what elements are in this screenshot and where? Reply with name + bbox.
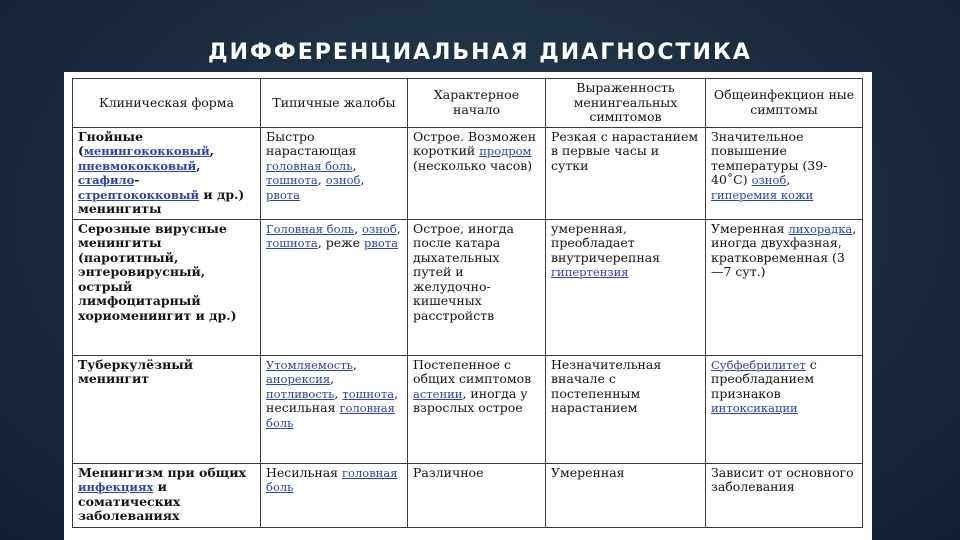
cell-text: , иногда у взрослых острое <box>413 385 528 415</box>
term-link[interactable]: астении <box>413 386 463 401</box>
cell-text: , <box>360 172 365 187</box>
cell-text: Менингизм при общих <box>78 464 246 480</box>
cell-text: Зависит от основного заболевания <box>711 464 854 494</box>
cell-text: , <box>352 356 357 372</box>
header-meningeal-symptoms: Выраженность менингеальных симптомов <box>546 79 706 128</box>
cell-text: Серозные вирусные менингиты (паротитный, энтеровирусный, острый лимфоцитарный хориоменингит и др.) <box>78 220 237 323</box>
cell-text: с преобладанием признаков <box>711 356 817 401</box>
table-cell <box>261 355 408 463</box>
table-cell <box>546 219 706 355</box>
table-cell <box>73 463 261 527</box>
cell-text: Значительное повышение температуры (39-40˚С) <box>711 128 828 187</box>
table-cell <box>73 127 261 219</box>
table-row <box>73 127 863 219</box>
term-link[interactable]: менингококковый <box>83 144 210 158</box>
cell-text: , реже <box>317 235 365 250</box>
cell-text: Туберкулёзный менингит <box>78 356 194 386</box>
cell-text: , <box>330 371 335 386</box>
cell-text: - <box>134 172 140 187</box>
table-cell <box>73 355 261 463</box>
cell-text: и соматических заболеваниях <box>78 479 181 523</box>
table-cell <box>706 463 863 527</box>
term-link[interactable]: рвота <box>266 187 300 202</box>
term-link[interactable]: Субфебрилитет <box>711 357 806 372</box>
table-cell <box>408 355 546 463</box>
table-cell <box>546 463 706 527</box>
term-link[interactable]: тошнота <box>266 173 318 187</box>
term-link[interactable]: головная боль <box>266 465 398 494</box>
table-row <box>73 219 863 355</box>
term-link[interactable]: озноб <box>362 221 397 236</box>
cell-text: , <box>334 385 343 401</box>
table-row <box>73 355 863 463</box>
table-cell <box>408 219 546 355</box>
term-link[interactable]: Головная боль <box>266 221 355 236</box>
cell-text: умеренная, преобладает внутричерепная <box>551 220 661 265</box>
cell-text: Умеренная <box>551 464 625 480</box>
table-cell <box>546 355 706 463</box>
header-clinical-form: Клиническая форма <box>73 79 261 128</box>
term-link[interactable]: Утомляемость <box>266 357 353 372</box>
cell-text: , иногда двухфазная, кратковременная (3—7 сут.) <box>711 220 857 279</box>
cell-text: Умеренная <box>711 220 789 236</box>
cell-text: (несколько часов) <box>413 157 533 173</box>
cell-text: , <box>317 172 326 187</box>
cell-text: и др.) менингиты <box>78 186 245 216</box>
cell-text: , <box>209 143 214 158</box>
header-general-infectious-symptoms: Общеинфекцион ные симптомы <box>706 79 863 128</box>
term-link[interactable]: стрептококковый <box>78 187 200 202</box>
term-link[interactable]: лихорадка <box>788 221 853 236</box>
term-link[interactable]: стафило <box>78 173 135 187</box>
cell-text: , <box>786 172 791 187</box>
term-link[interactable]: рвота <box>364 236 398 250</box>
table-cell <box>408 127 546 219</box>
cell-text: , <box>352 157 357 173</box>
cell-text: Различное <box>413 464 484 480</box>
header-onset: Характерное начало <box>408 79 546 128</box>
cell-text: Быстро нарастающая <box>266 128 357 158</box>
cell-text: Незначительная вначале с постепенным нарастанием <box>551 356 662 415</box>
cell-text: , <box>196 157 201 173</box>
cell-text: Острое, иногда после катара дыхательных путей и желудочно-кишечных расстройств <box>413 220 514 323</box>
cell-text: , <box>354 220 363 236</box>
table-cell <box>706 219 863 355</box>
cell-text: , несильная <box>266 385 399 415</box>
table-cell <box>706 355 863 463</box>
slide-title: ДИФФЕРЕНЦИАЛЬНАЯ ДИАГНОСТИКА <box>208 40 752 65</box>
term-link[interactable]: головная боль <box>266 158 353 173</box>
table-cell <box>73 219 261 355</box>
cell-text: Постепенное с общих симптомов <box>413 356 532 386</box>
term-link[interactable]: продром <box>479 144 532 158</box>
term-link[interactable]: интоксикации <box>711 401 798 415</box>
cell-text: Резкая с нарастанием в первые часы и сутки <box>551 128 699 173</box>
term-link[interactable]: пневмококковый <box>78 158 197 173</box>
term-link[interactable]: инфекциях <box>78 480 154 494</box>
table-image <box>64 72 872 540</box>
table-header-row <box>73 79 863 128</box>
term-link[interactable]: гипертензия <box>551 265 629 279</box>
cell-text: , <box>396 220 401 236</box>
term-link[interactable]: тошнота <box>342 386 395 401</box>
term-link[interactable]: озноб <box>325 173 361 187</box>
term-link[interactable]: озноб <box>751 173 787 187</box>
term-link[interactable]: тошнота <box>266 236 318 250</box>
table-cell <box>261 463 408 527</box>
term-link[interactable]: гиперемия кожи <box>711 187 814 202</box>
term-link[interactable]: головная боль <box>266 401 395 430</box>
term-link[interactable]: потливость <box>266 386 335 401</box>
table-row <box>73 463 863 527</box>
cell-text: Несильная <box>266 464 343 480</box>
diagnosis-table <box>72 78 863 528</box>
header-typical-complaints: Типичные жалобы <box>261 79 408 128</box>
table-cell <box>546 127 706 219</box>
table-cell <box>706 127 863 219</box>
cell-text: Острое. Возможен короткий <box>413 128 537 158</box>
cell-text: Гнойные ( <box>78 128 144 158</box>
table-cell <box>261 127 408 219</box>
table-body <box>73 127 863 527</box>
term-link[interactable]: анорексия <box>266 372 331 386</box>
table-cell <box>408 463 546 527</box>
table-cell <box>261 219 408 355</box>
